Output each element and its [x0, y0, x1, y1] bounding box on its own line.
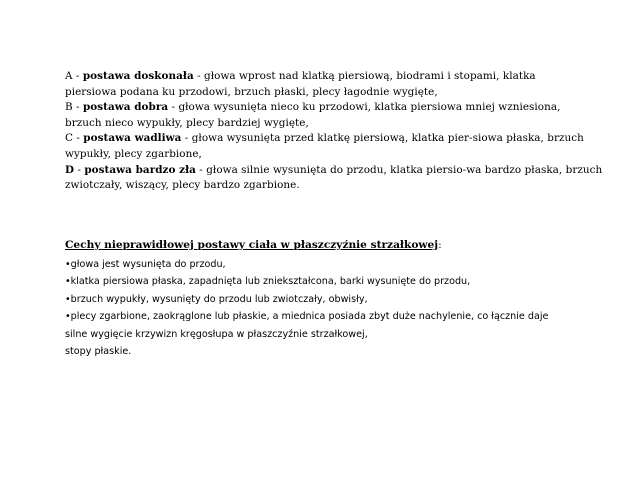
posture-c-description: - głowa wysunięta przed klatkę piersiową, klatka pier-siowa płaska, brzuch [181, 132, 584, 145]
posture-d-line-2: zwiotczały, wiszący, plecy bardzo zgarbione. [65, 179, 300, 192]
posture-a-description: - głowa wprost nad klatką piersiową, biodrami i stopami, klatka [193, 70, 536, 82]
posture-a-letter: A [65, 70, 73, 82]
posture-d-name: postawa bardzo zła [84, 163, 196, 176]
posture-b-letter: B [65, 101, 73, 114]
posture-a-line-1 [65, 69, 633, 85]
posture-c-separator: - [73, 132, 84, 145]
incorrect-posture-section [65, 237, 633, 360]
list-item: •plecy zgarbione, zaokrąglone lub płaskie, a miednica posiada zbyt duże nachylenie, co łącznie daje [65, 311, 549, 323]
posture-c-line-1 [65, 131, 633, 147]
posture-b-separator: - [72, 101, 83, 114]
list-item-continuation: stopy płaskie. [65, 345, 132, 357]
posture-b-line-1 [65, 100, 633, 116]
posture-c-name: postawa wadliwa [83, 132, 182, 145]
posture-b-description: - głowa wysunięta nieco ku przodowi, klatka piersiowa mniej wzniesiona, [168, 101, 561, 114]
posture-a-separator: - [72, 70, 83, 82]
section-heading-text: Cechy nieprawidłowej postawy ciała w płaszczyźnie strzałkowej [65, 239, 439, 251]
section-heading-colon: : [438, 239, 442, 251]
posture-a-line-2: piersiowa podana ku przodowi, brzuch płaski, plecy łagodnie wygięte, [65, 85, 438, 98]
posture-b-line-2: brzuch nieco wypukły, plecy bardziej wygięte, [65, 116, 309, 129]
posture-a-name: postawa doskonała [82, 70, 194, 82]
section-heading [65, 237, 633, 253]
list-item: •głowa jest wysunięta do przodu, [65, 259, 226, 270]
posture-types-paragraph [65, 69, 633, 194]
posture-d-line-1 [65, 163, 633, 179]
posture-c-line-2: wypukły, plecy zgarbione, [65, 147, 202, 160]
posture-c-letter: C [65, 132, 74, 145]
posture-d-separator: - [74, 163, 85, 176]
posture-b-name: postawa dobra [82, 101, 169, 114]
list-item: •brzuch wypukły, wysunięty do przodu lub zwiotczały, obwisły, [65, 293, 368, 305]
posture-d-letter: D [65, 163, 75, 176]
list-item-continuation: silne wygięcie krzywizn kręgosłupa w płaszczyźnie strzałkowej, [65, 328, 368, 340]
feature-list [65, 256, 633, 360]
list-item: •klatka piersiowa płaska, zapadnięta lub zniekształcona, barki wysunięte do przodu, [65, 276, 471, 288]
posture-d-description: - głowa silnie wysunięta do przodu, klatka piersio-wa bardzo płaska, brzuch [195, 163, 603, 176]
